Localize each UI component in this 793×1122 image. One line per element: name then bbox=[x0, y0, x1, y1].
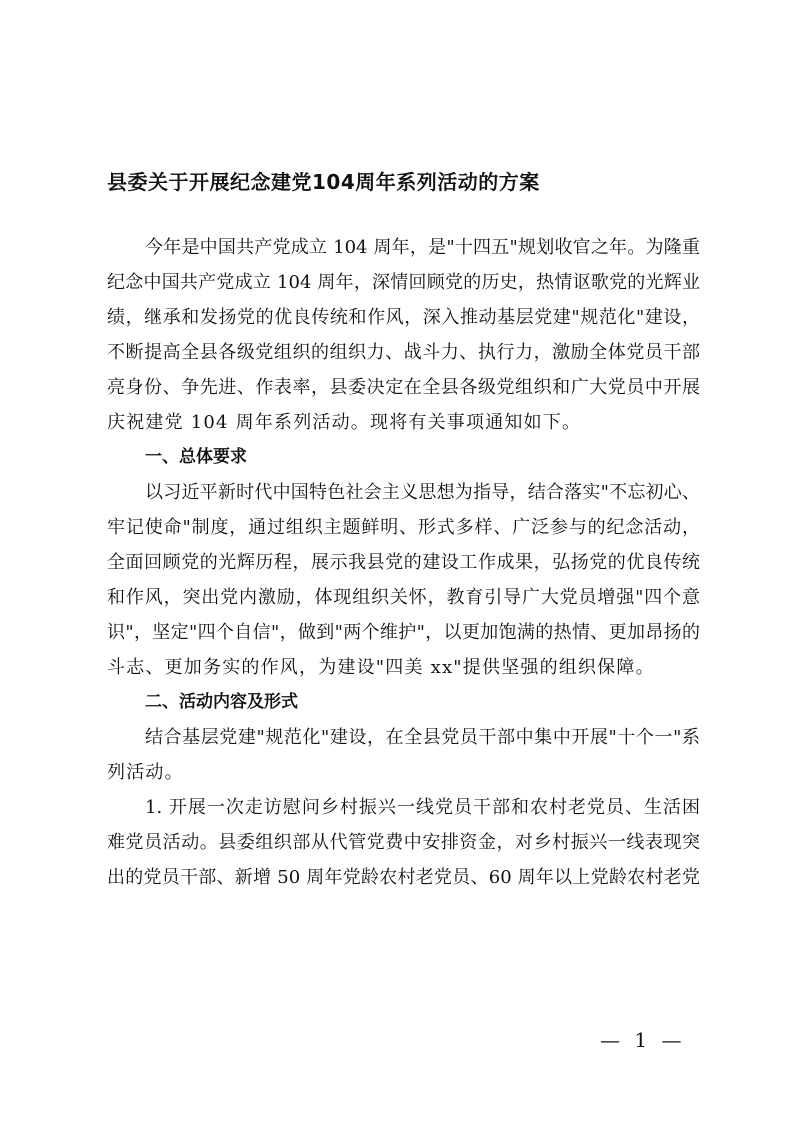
text-line: 亮身份、争先进、作表率，县委决定在全县各级党组织和广大党员中开展 bbox=[107, 377, 700, 398]
section-heading-1: 一、总体要求 bbox=[145, 447, 247, 467]
section2-paragraph-1 bbox=[107, 720, 700, 790]
section2-paragraph-2 bbox=[107, 790, 700, 895]
section-heading-2: 二、活动内容及形式 bbox=[145, 692, 298, 712]
text-line: 和作风，突出党内激励，体现组织关怀，教育引导广大党员增强"四个意 bbox=[107, 587, 700, 608]
text-line: 绩，继承和发扬党的优良传统和作风，深入推动基层党建"规范化"建设， bbox=[107, 307, 700, 328]
text-line: 列活动。 bbox=[107, 762, 184, 783]
text-line: 不断提高全县各级党组织的组织力、战斗力、执行力，激励全体党员干部 bbox=[107, 342, 700, 363]
text-line: 今年是中国共产党成立 104 周年，是"十四五"规划收官之年。为隆重 bbox=[145, 237, 700, 258]
text-line: 牢记使命"制度，通过组织主题鲜明、形式多样、广泛参与的纪念活动， bbox=[107, 517, 700, 538]
text-line: 纪念中国共产党成立 104 周年，深情回顾党的历史，热情讴歌党的光辉业 bbox=[107, 272, 700, 293]
text-line: 难党员活动。县委组织部从代管党费中安排资金，对乡村振兴一线表现突 bbox=[107, 832, 700, 853]
text-line: 识"，坚定"四个自信"，做到"两个维护"，以更加饱满的热情、更加昂扬的 bbox=[107, 622, 700, 643]
page-number: — 1 — bbox=[600, 1028, 686, 1052]
section1-paragraph bbox=[107, 475, 700, 685]
text-line: 庆祝建党 104 周年系列活动。现将有关事项通知如下。 bbox=[107, 412, 582, 433]
text-line: 结合基层党建"规范化"建设，在全县党员干部中集中开展"十个一"系 bbox=[145, 727, 700, 748]
text-line: 出的党员干部、新增 50 周年党龄农村老党员、60 周年以上党龄农村老党 bbox=[107, 867, 700, 888]
text-line: 以习近平新时代中国特色社会主义思想为指导，结合落实"不忘初心、 bbox=[145, 482, 700, 503]
text-line: 1. 开展一次走访慰问乡村振兴一线党员干部和农村老党员、生活困 bbox=[145, 797, 700, 818]
document-title: 县委关于开展纪念建党104周年系列活动的方案 bbox=[107, 170, 540, 194]
document-body bbox=[107, 230, 700, 895]
text-line: 全面回顾党的光辉历程，展示我县党的建设工作成果，弘扬党的优良传统 bbox=[107, 552, 700, 573]
intro-paragraph bbox=[107, 230, 700, 440]
text-line: 斗志、更加务实的作风，为建设"四美 xx"提供坚强的组织保障。 bbox=[107, 657, 655, 678]
